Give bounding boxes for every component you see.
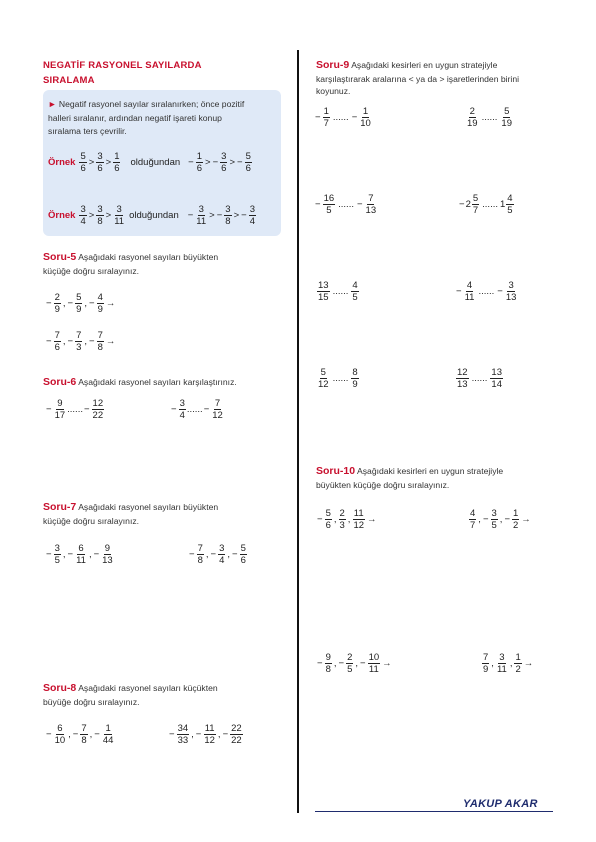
fraction: $\frac{3}{6}$: [221, 151, 227, 174]
fraction: $\frac{7}{8}$: [81, 723, 87, 746]
question-label: Soru-8: [43, 682, 77, 694]
example-middle-text: olduğundan: [130, 157, 181, 168]
question-9: [316, 58, 566, 98]
fraction: $\frac{3}{4}$: [249, 204, 256, 227]
triangle-icon: ►: [48, 99, 57, 109]
fraction: $\frac{3}{4}$: [219, 543, 225, 566]
question-text: büyüğe doğru sıralayınız.: [43, 697, 140, 707]
author-brand: YAKUP AKAR: [463, 798, 538, 810]
fraction: $\frac{5}{6}$: [245, 151, 251, 174]
q10-row-a: − $\frac{5}{6}$ , $\frac{2}{3}$ , $\frac{11}{12}$ →: [317, 508, 377, 531]
fraction: $\frac{9}{13}$: [102, 543, 113, 566]
info-line2: halleri sıralanır, ardından negatif işareti konup: [48, 112, 222, 123]
question-label: Soru-10: [316, 465, 356, 477]
fraction: $\frac{3}{5}$: [54, 543, 60, 566]
fraction: $\frac{3}{8}$: [97, 204, 103, 227]
fraction: $\frac{3}{8}$: [225, 204, 231, 227]
fraction: $\frac{12}{13}$: [457, 367, 468, 390]
arrow-icon: →: [521, 514, 531, 525]
fraction: $\frac{7}{8}$: [197, 543, 203, 566]
example-middle-text: olduğundan: [129, 210, 179, 221]
question-text: koyunuz.: [316, 86, 351, 96]
section-title-line2: SIRALAMA: [43, 75, 95, 86]
fraction: $\frac{9}{17}$: [54, 398, 66, 421]
fraction: $\frac{6}{11}$: [76, 543, 86, 566]
fraction: $\frac{1}{2}$: [515, 652, 521, 675]
question-10: [316, 464, 566, 492]
q10-row-d: $\frac{7}{9}$ , $\frac{3}{11}$ , $\frac{1}{2}$ →: [483, 652, 534, 675]
question-text: karşılaştırarak aralarına < ya da > işaretlerinden birini: [316, 74, 520, 84]
fraction: $\frac{2}{3}$: [339, 508, 345, 531]
question-6: [43, 375, 293, 389]
fraction: $\frac{12}{22}$: [92, 398, 104, 421]
fraction: $\frac{1}{7}$: [323, 106, 329, 129]
q10-row-c: − $\frac{9}{8}$ , − $\frac{2}{5}$ , − $\frac{10}{11}$ →: [317, 652, 392, 675]
question-text: Aşağıdaki rasyonel sayıları büyükten: [78, 252, 219, 262]
q10-row-b: $\frac{4}{7}$ , − $\frac{3}{5}$ , − $\frac{1}{2}$ →: [470, 508, 531, 531]
fraction: $\frac{6}{10}$: [54, 723, 66, 746]
fraction: $\frac{34}{33}$: [177, 723, 189, 746]
fraction: $\frac{3}{5}$: [491, 508, 497, 531]
arrow-icon: →: [523, 658, 534, 669]
fraction: $\frac{16}{5}$: [323, 193, 335, 216]
q5-row-b: − $\frac{7}{6}$ , − $\frac{7}{3}$ , − $\frac{7}{8}$ →: [46, 330, 116, 353]
q9-pair-e: $\frac{13}{15}$ ...... $\frac{4}{5}$: [318, 280, 358, 303]
fraction: $\frac{11}{12}$: [204, 723, 215, 746]
q9-pair-h: $\frac{12}{13}$ ...... $\frac{13}{14}$: [457, 367, 502, 390]
fraction: $\frac{1}{6}$: [196, 151, 203, 174]
q8-row-b: − $\frac{34}{33}$ , − $\frac{11}{12}$ , − $\frac{22}{22}$: [169, 723, 242, 746]
fraction: $\frac{1}{10}$: [360, 106, 371, 129]
section-title-line1: NEGATİF RASYONEL SAYILARDA: [43, 60, 202, 71]
fraction: $\frac{4}{11}$: [464, 280, 475, 303]
fraction: $\frac{1}{6}$: [114, 151, 120, 174]
q6-pair-a: − $\frac{9}{17}$ ...... − $\frac{12}{22}$: [46, 398, 104, 421]
fraction: $\frac{3}{4}$: [80, 204, 86, 227]
section-title: [43, 58, 202, 88]
fraction: $\frac{7}{13}$: [365, 193, 377, 216]
example-2: Örnek $\frac{3}{4}$ > $\frac{3}{8}$ > $\frac{3}{11}$ olduğundan − $\frac{3}{11}$ > − $\frac{3}{8}$ > − $\frac{3}{4}$: [48, 204, 256, 227]
q9-pair-c: − $\frac{16}{5}$ ...... − $\frac{7}{13}$: [315, 193, 377, 216]
fraction: $\frac{22}{22}$: [231, 723, 242, 746]
question-text: küçüğe doğru sıralayınız.: [43, 516, 140, 526]
q7-row-b: − $\frac{7}{8}$ , − $\frac{3}{4}$ , − $\frac{5}{6}$: [189, 543, 246, 566]
question-label: Soru-9: [316, 59, 350, 71]
question-7: [43, 500, 293, 528]
question-text: büyükten küçüğe doğru sıralayınız.: [316, 480, 450, 490]
q5-row-a: − $\frac{2}{9}$ , − $\frac{5}{9}$ , − $\frac{4}{9}$ →: [46, 292, 116, 315]
example-label: Örnek: [48, 157, 76, 168]
q9-pair-b: $\frac{2}{19}$ ...... $\frac{5}{19}$: [467, 106, 512, 129]
fraction: $\frac{1}{44}$: [102, 723, 114, 746]
fraction: $\frac{5}{12}$: [318, 367, 329, 390]
q7-row-a: − $\frac{3}{5}$ , − $\frac{6}{11}$ , − $\frac{9}{13}$: [46, 543, 113, 566]
fraction: $\frac{2}{5}$: [347, 652, 353, 675]
fraction: $\frac{3}{11}$: [196, 204, 207, 227]
fraction: $\frac{3}{13}$: [505, 280, 517, 303]
fraction: $\frac{11}{12}$: [353, 508, 365, 531]
fraction: $\frac{7}{12}$: [212, 398, 223, 421]
fraction: $\frac{5}{6}$: [240, 543, 246, 566]
fraction: $\frac{7}{8}$: [97, 330, 103, 353]
fraction: $\frac{3}{4}$: [179, 398, 185, 421]
fraction: $\frac{4}{5}$: [352, 280, 358, 303]
arrow-icon: →: [105, 298, 116, 309]
fraction: $\frac{7}{6}$: [54, 330, 60, 353]
fraction: $\frac{5}{9}$: [76, 292, 82, 315]
question-text: Aşağıdaki kesirleri en uygun stratejiyle: [357, 466, 504, 476]
fraction: $\frac{7}{9}$: [483, 652, 489, 675]
fraction: $\frac{5}{19}$: [501, 106, 512, 129]
question-text: Aşağıdaki kesirleri en uygun stratejiyle: [351, 60, 498, 70]
question-text: Aşağıdaki rasyonel sayıları karşılaştırınız.: [78, 377, 237, 387]
question-label: Soru-5: [43, 251, 77, 263]
fraction: $\frac{13}{14}$: [491, 367, 502, 390]
fraction: $\frac{4}{7}$: [470, 508, 476, 531]
question-text: Aşağıdaki rasyonel sayıları küçükten: [78, 683, 218, 693]
info-line3: sıralama ters çevrilir.: [48, 126, 127, 136]
question-text: Aşağıdaki rasyonel sayıları büyükten: [78, 502, 219, 512]
question-label: Soru-7: [43, 501, 77, 513]
q6-pair-b: − $\frac{3}{4}$ ...... − $\frac{7}{12}$: [171, 398, 223, 421]
question-text: küçüğe doğru sıralayınız.: [43, 266, 140, 276]
fraction: $\frac{8}{9}$: [352, 367, 358, 390]
fraction: $\frac{5}{6}$: [80, 151, 86, 174]
fraction: $\frac{1}{2}$: [513, 508, 519, 531]
fraction: $\frac{3}{11}$: [114, 204, 125, 227]
arrow-icon: →: [382, 658, 392, 669]
q9-pair-f: − $\frac{4}{11}$ ...... − $\frac{3}{13}$: [456, 280, 517, 303]
arrow-icon: →: [367, 514, 377, 525]
footer-line: [315, 811, 553, 812]
fraction: $\frac{10}{11}$: [368, 652, 380, 675]
fraction: $\frac{2}{9}$: [54, 292, 60, 315]
fraction: $\frac{3}{6}$: [97, 151, 103, 174]
fraction: $\frac{2}{19}$: [467, 106, 478, 129]
fraction: $\frac{3}{11}$: [496, 652, 507, 675]
fraction: $\frac{13}{15}$: [318, 280, 329, 303]
fraction: $\frac{5}{7}$: [472, 193, 479, 216]
fraction: $\frac{4}{5}$: [507, 193, 513, 216]
q9-pair-d: − 2 $\frac{5}{7}$ ...... 1 $\frac{4}{5}$: [459, 193, 513, 216]
fraction: $\frac{4}{9}$: [97, 292, 103, 315]
q9-pair-g: $\frac{5}{12}$ ...... $\frac{8}{9}$: [318, 367, 358, 390]
fraction: $\frac{7}{3}$: [76, 330, 82, 353]
example-1: Örnek $\frac{5}{6}$ > $\frac{3}{6}$ > $\frac{1}{6}$ olduğundan − $\frac{1}{6}$ > − $\frac{3}{6}$ > − $\frac{5}{6}$: [48, 151, 251, 174]
question-8: [43, 681, 293, 709]
question-label: Soru-6: [43, 376, 77, 388]
info-text: [48, 98, 280, 139]
q8-row-a: − $\frac{6}{10}$ , − $\frac{7}{8}$ , − $\frac{1}{44}$: [46, 723, 114, 746]
q9-pair-a: − $\frac{1}{7}$ ...... − $\frac{1}{10}$: [315, 106, 371, 129]
info-line1: Negatif rasyonel sayılar sıralanırken; önce pozitif: [58, 99, 245, 109]
column-divider: [297, 50, 299, 813]
arrow-icon: →: [105, 336, 116, 347]
fraction: $\frac{9}{8}$: [325, 652, 331, 675]
question-5: [43, 250, 293, 278]
fraction: $\frac{5}{6}$: [325, 508, 331, 531]
example-label: Örnek: [48, 210, 76, 221]
